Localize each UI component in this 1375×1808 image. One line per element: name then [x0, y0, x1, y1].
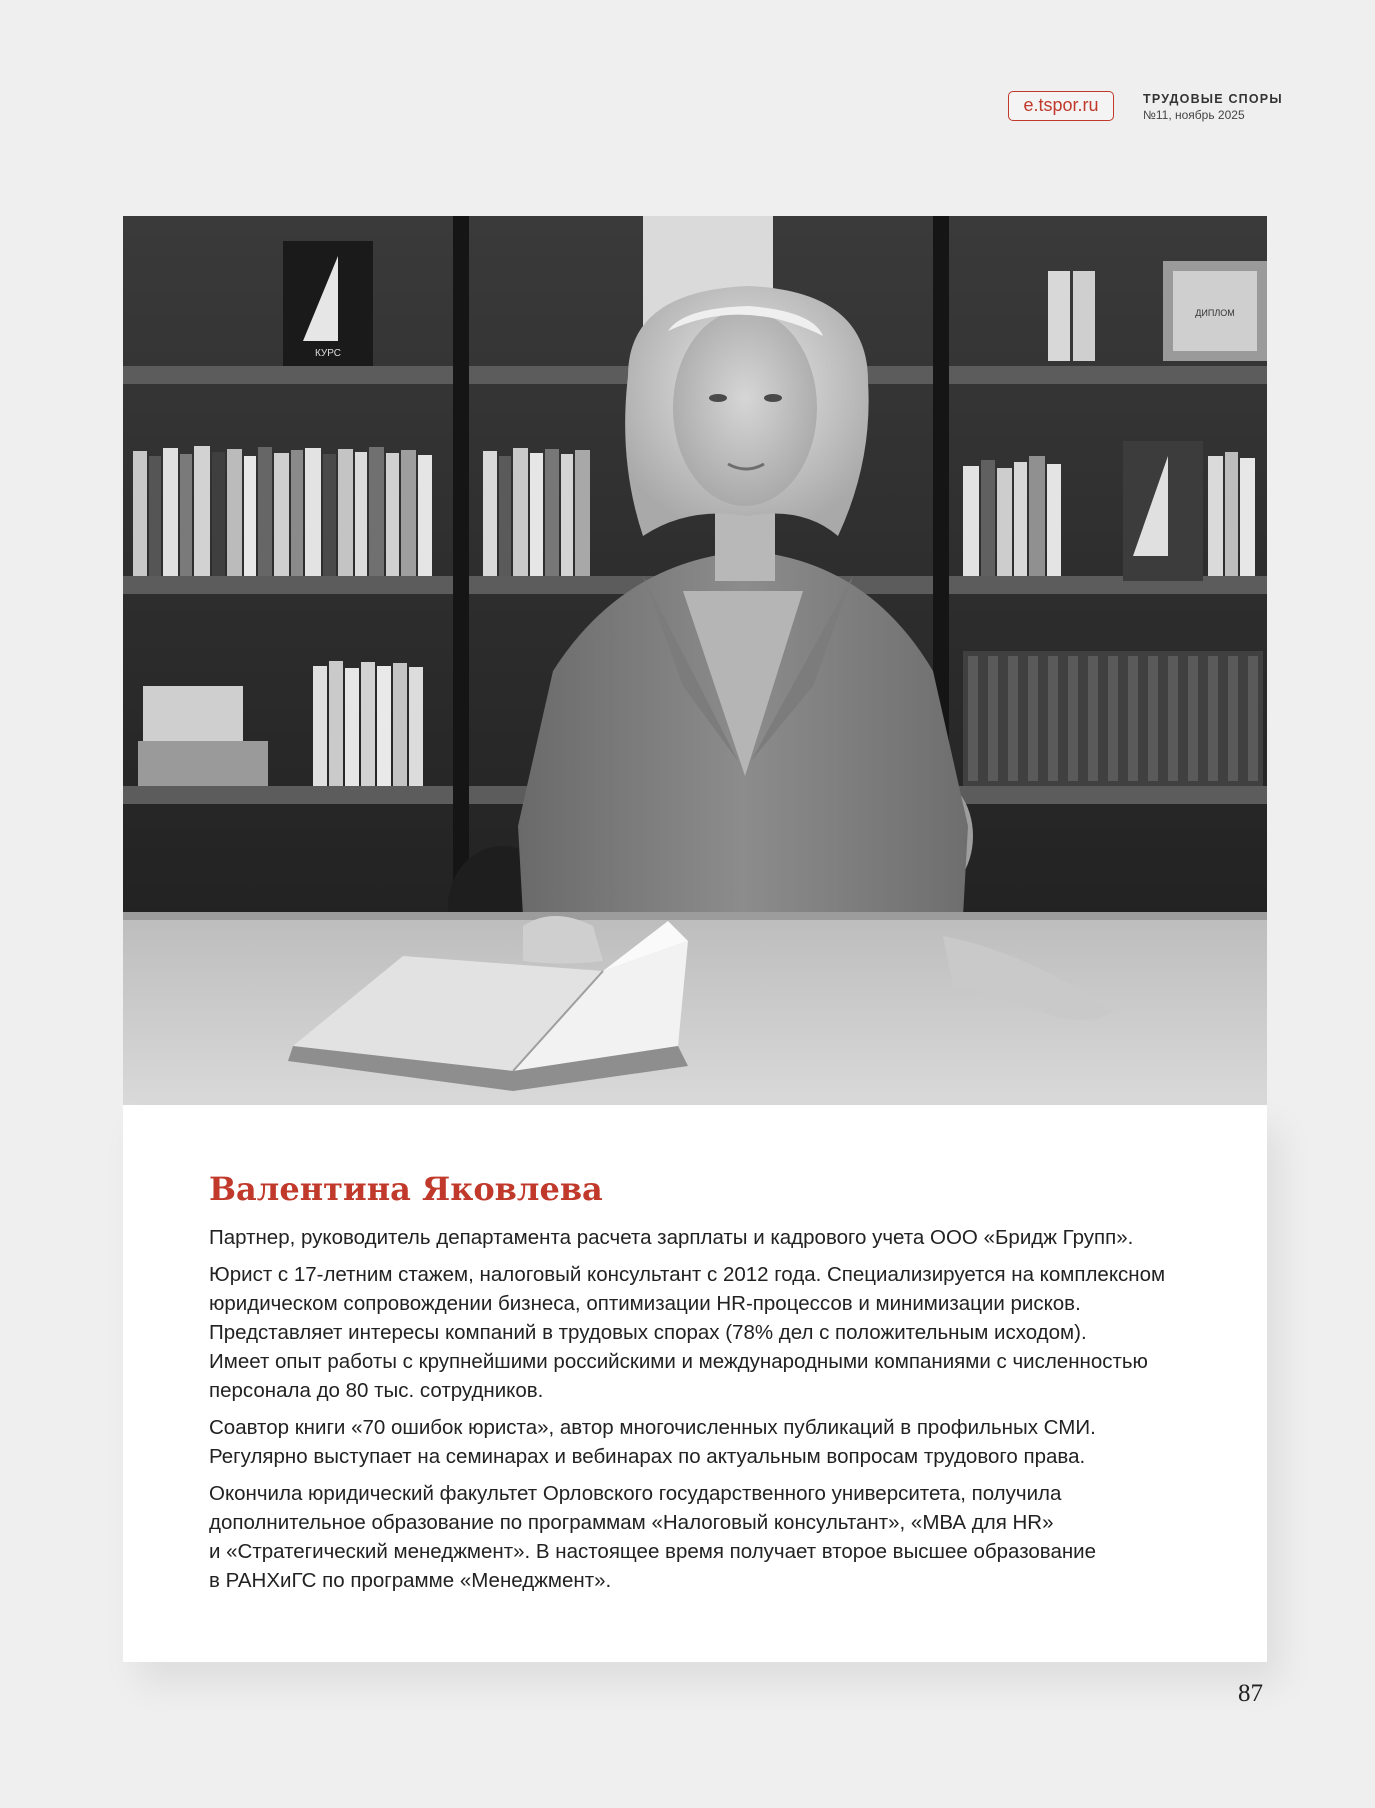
portrait-photo [123, 216, 1267, 1105]
bio-line: юридическом сопровождении бизнеса, оптимизации HR-процессов и минимизации рисков. [209, 1292, 1081, 1315]
profile-bio [209, 1223, 1209, 1603]
bio-paragraph [209, 1413, 1209, 1471]
profile-card [123, 1105, 1267, 1662]
book-icon [283, 241, 373, 366]
bio-line: Регулярно выступает на семинарах и вебинарах по актуальным вопросам трудового права. [209, 1445, 1086, 1468]
bio-line: и «Стратегический менеджмент». В настоящее время получает второе высшее образование [209, 1540, 1097, 1563]
svg-text:КУРС: КУРС [314, 348, 342, 359]
bio-line: Юрист с 17-летним стажем, налоговый консультант с 2012 года. Специализируется на комплексном [209, 1263, 1166, 1286]
bio-paragraph [209, 1260, 1209, 1405]
person-name: Валентина Яковлева [209, 1170, 603, 1208]
bio-line: Партнер, руководитель департамента расчета зарплаты и кадрового учета ООО «Бридж Групп». [209, 1226, 1134, 1249]
journal-header [1143, 91, 1283, 124]
bio-line: персонала до 80 тыс. сотрудников. [209, 1379, 544, 1402]
bio-line: Имеет опыт работы с крупнейшими российскими и международными компаниями с численностью [209, 1350, 1148, 1373]
bio-line: Окончила юридический факультет Орловского государственного университета, получила [209, 1482, 1062, 1505]
issue-number: №11, ноябрь 2025 [1143, 108, 1245, 122]
bio-line: Представляет интересы компаний в трудовых спорах (78% дел с положительным исходом). [209, 1321, 1087, 1344]
bio-line: в РАНХиГС по программе «Менеджмент». [209, 1569, 612, 1592]
website-link[interactable]: e.tspor.ru [1008, 91, 1114, 121]
bio-paragraph [209, 1479, 1209, 1595]
page-number: 87 [1238, 1680, 1263, 1707]
bio-line: дополнительное образование по программам «Налоговый консультант», «МВА для HR» [209, 1511, 1054, 1534]
bio-line: Соавтор книги «70 ошибок юриста», автор многочисленных публикаций в профильных СМИ. [209, 1416, 1096, 1439]
svg-text:ДИПЛОМ: ДИПЛОМ [1195, 308, 1235, 318]
journal-title: ТРУДОВЫЕ СПОРЫ [1143, 92, 1283, 106]
bio-paragraph [209, 1223, 1209, 1252]
